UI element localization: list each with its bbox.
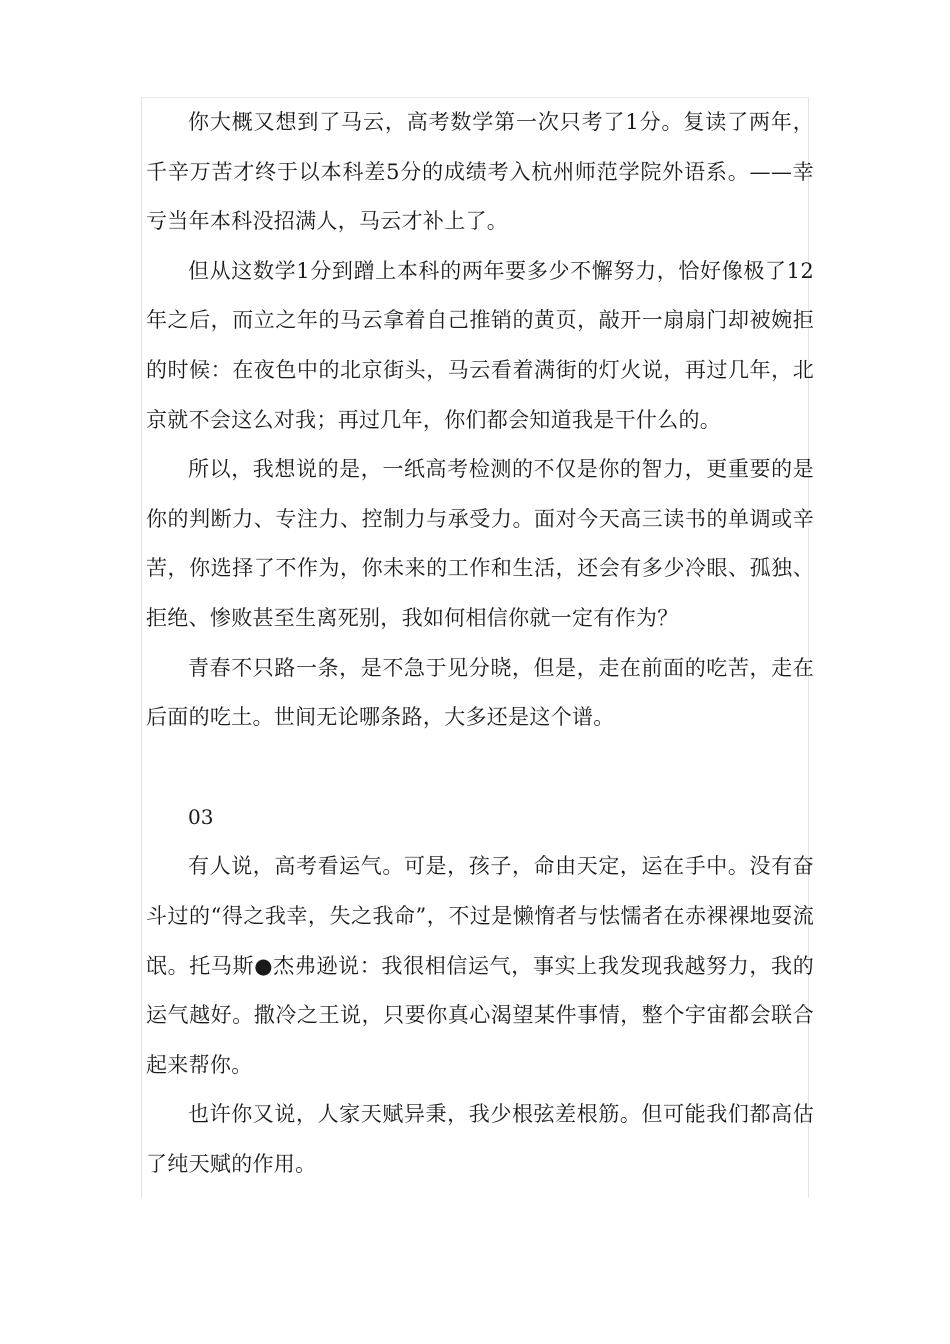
paragraph-ma-yun-effort: 但从这数学1分到蹭上本科的两年要多少不懈努力，恰好像极了12 年之后，而立之年的马云拿着自己推销的黄页，敲开一扇扇门却被婉拒的时候：在夜色中的北京街头，马云看着满街的灯火说，再过几年，北京就不会这么对我；再过几年，你们都会知道我是干什么的。 [146, 258, 814, 432]
paragraph-luck: 有人说，高考看运气。可是，孩子，命由天定，运在手中。没有奋斗过的“得之我幸，失之我命”，不过是懒惰者与怯懦者在赤裸裸地耍流氓。托马斯●杰弗逊说：我很相信运气，事实上我发现我越努力，我的运气越好。撒冷之王说，只要你真心渴望某件事情，整个宇宙都会联合起来帮你。 [146, 854, 814, 1077]
paragraph-gaokao-tests: 所以，我想说的是，一纸高考检测的不仅是你的智力，更重要的是你的判断力、专注力、控制力与承受力。面对今天高三读书的单调或辛苦，你选择了不作为，你未来的工作和生活，还会有多少冷眼、孤独、拒绝、惨败甚至生离死别，我如何相信你就一定有作为？ [146, 457, 814, 630]
paragraph-youth-path: 青春不只路一条，是不急于见分晓，但是，走在前面的吃苦，走在后面的吃土。世间无论哪条路，大多还是这个谱。 [146, 655, 814, 730]
section-spacer [146, 743, 814, 793]
document-body [146, 98, 814, 1189]
paragraph-ma-yun-exam: 你大概又想到了马云，高考数学第一次只考了1分。复读了两年，千辛万苦才终于以本科差5分的成绩考入杭州师范学院外语系。——幸亏当年本科没招满人，马云才补上了。 [146, 110, 814, 234]
paragraph-talent: 也许你又说，人家天赋异秉，我少根弦差根筋。但可能我们都高估了纯天赋的作用。 [146, 1102, 814, 1176]
section-number: 03 [188, 804, 214, 829]
